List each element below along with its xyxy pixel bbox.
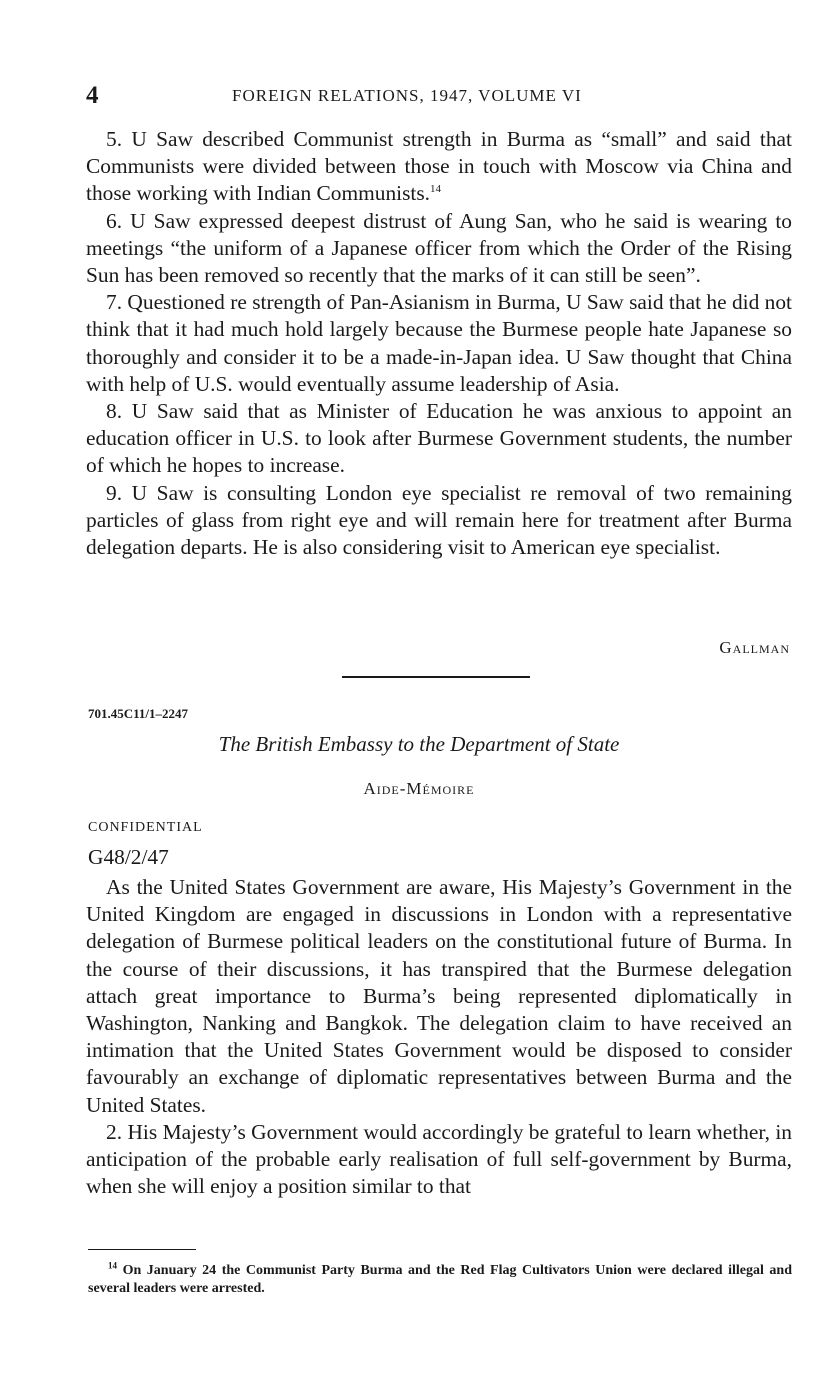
file-number: 701.45C11/1–2247 (88, 706, 189, 721)
aide-memoire-paragraph-2: 2. His Majesty’s Government would accordingly be grateful to learn whether, in anticipation of the probable early realisation of full self-government by Burma, when she will enjoy a position similar to that (86, 1119, 792, 1199)
aide-memoire-paragraph-1: As the United States Government are aware, His Majesty’s Government in the United Kingdom are engaged in discussions in London with a representative delegation of Burmese political leaders on the constitutional future of Burma. In the course of their discussions, it has transpired that the Burmese delegation attach great importance to Burma’s being represented diplomatically in Washington, Nanking and Bangkok. The delegation claim to have received an intimation that the United States Government would be disposed to consider favourably an exchange of diplomatic representatives between Burma and the United States. (86, 875, 792, 1117)
paragraph-5: 5. U Saw described Communist strength in Burma as “small” and said that Communists were divided between those in touch with Moscow via China and those working with Indian Communists.$^{14}$ (86, 127, 792, 206)
paragraph-6: 6. U Saw expressed deepest distrust of Aung San, who he said is wearing to meetings “the uniform of a Japanese officer from which the Order of the Rising Sun has been removed so recently that the marks of it can still be seen”. (86, 208, 792, 288)
paragraph-7: 7. Questioned re strength of Pan-Asianism in Burma, U Saw said that he did not think that it had much hold largely because the Burmese people hate Japanese so thoroughly and consider it to be a made-in-Japan idea. U Saw thought that China with help of U.S. would eventually assume leadership of Asia. (86, 290, 792, 396)
footnote-reference: 14 (430, 183, 442, 196)
running-head: FOREIGN RELATIONS, 1947, VOLUME VI (232, 86, 582, 105)
page-header (86, 80, 794, 112)
footnote-divider (88, 1249, 196, 1250)
classification-label: CONFIDENTIAL (88, 820, 203, 835)
paragraph-9: 9. U Saw is consulting London eye specialist re removal of two remaining particles of glass from right eye and will remain here for treatment after Burma delegation departs. He is also considering visit to American eye specialist. (86, 480, 792, 560)
reference-number: G48/2/47 (88, 845, 169, 869)
footnote (88, 1262, 792, 1298)
section-divider (342, 676, 530, 678)
footnote-marker: 14 (108, 1260, 117, 1271)
paragraph-8: 8. U Saw said that as Minister of Education he was anxious to appoint an education officer in U.S. to look after Burmese Government students, the number of which he hopes to increase. (86, 399, 792, 478)
document-type: Aide-Mémoire (363, 779, 475, 798)
page-number: 4 (86, 82, 99, 109)
document-title: The British Embassy to the Department of State (218, 732, 620, 756)
footnote-text: On January 24 the Communist Party Burma and the Red Flag Cultivators Union were declared illegal and several leaders were arrested. (88, 1263, 792, 1296)
signature: Gallman (719, 638, 790, 657)
telegram-body (86, 126, 792, 561)
aide-memoire-body (86, 874, 792, 1200)
